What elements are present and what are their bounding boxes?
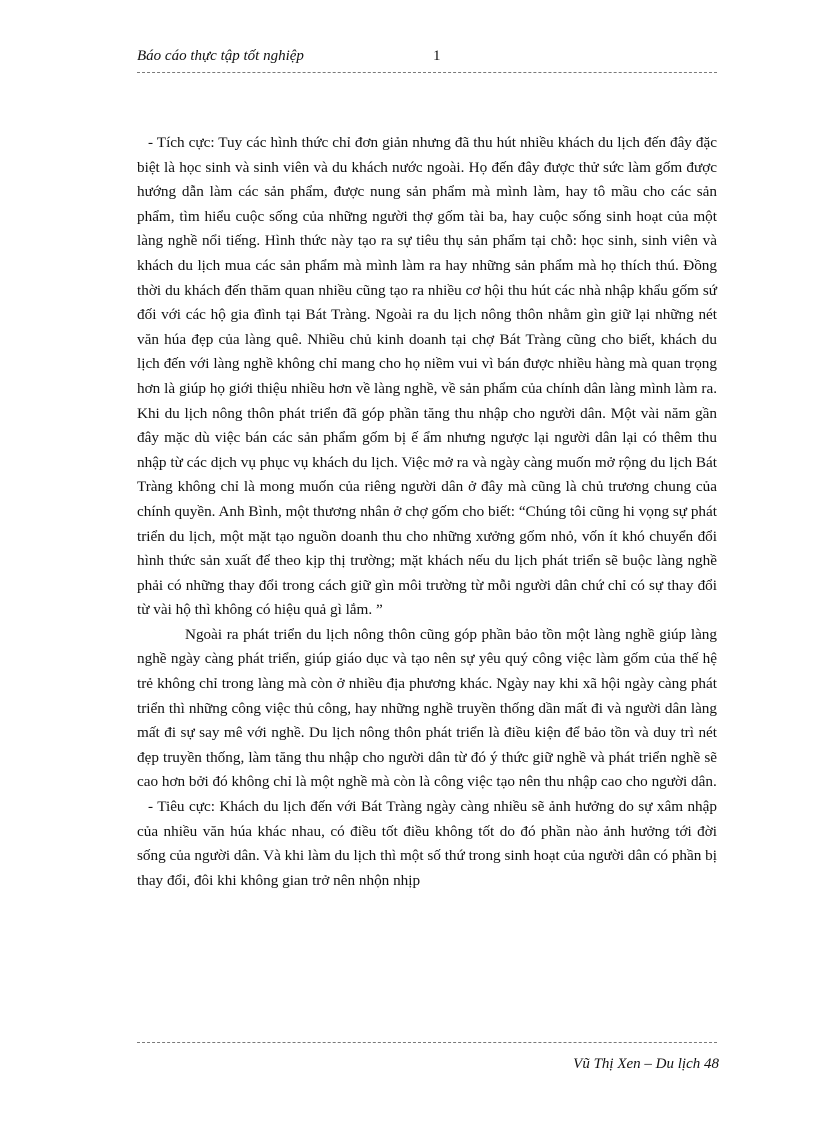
footer-author: Vũ Thị Xen – Du lịch 48 [573, 1056, 719, 1072]
paragraph-negative-impacts: - Tiêu cực: Khách du lịch đến với Bát Tràng ngày càng nhiều sẽ ảnh hưởng do sự xâm nhập của nhiều văn húa khác nhau, có điều tốt điều không tốt do đó phần nào ảnh hưởng tới đời sống của người dân. Và khi làm du lịch thì một số thứ trong sinh hoạt của người dân có phần bị thay đổi, đôi khi không gian trở nên nhộn nhịp [137, 798, 717, 889]
paragraph-positive-impacts: - Tích cực: Tuy các hình thức chỉ đơn giản nhưng đã thu hút nhiều khách du lịch đến đây đặc biệt là học sinh và sinh viên và du khách nước ngoài. Họ đến đây được thử sức làm gốm được hướng dẫn làm các sản phẩm, được nung sản phẩm mà mình làm, hay tô mầu cho các sản phẩm, tìm hiểu cuộc sống của những người thợ gốm tài ba, hay cuộc sống sinh hoạt của một làng nghề nổi tiếng. Hình thức này tạo ra sự tiêu thụ sản phẩm tại chỗ: học sinh, sinh viên và khách du lịch mua các sản phẩm mà mình làm ra hay những sản phẩm mà họ thích thú. Đồng thời du khách đến thăm quan nhiều cũng tạo ra nhiều cơ hội thu hút các nhà nhập khẩu gốm sứ đối với các hộ gia đình tại Bát Tràng. Ngoài ra du lịch nông thôn nhằm gìn giữ lại những nét văn húa đẹp của làng quê. Nhiều chủ kinh doanh tại chợ Bát Tràng cũng cho biết, khách du lịch đến với làng nghề không chỉ mang cho họ niềm vui vì bán được nhiều hàng mà quan trọng hơn là giúp họ giới thiệu nhiều hơn về làng nghề, về sản phẩm của chính dân làng mình làm ra. Khi du lịch nông thôn phát triển đã góp phần tăng thu nhập cho người dân. Một vài năm gần đây mặc dù việc bán các sản phẩm gốm bị ế ẩm nhưng ngược lại người dân lại có thêm thu nhập từ các dịch vụ phục vụ khách du lịch. Việc mở ra và ngày càng muốn mở rộng du lịch Bát Tràng không chỉ là mong muốn của riêng người dân ở đây mà cũng là chủ trương chung của chính quyền. Anh Bình, một thương nhân ở chợ gốm cho biết: “Chúng tôi cũng hi vọng sự phát triển du lịch, một mặt tạo nguồn doanh thu cho những xưởng gốm nhỏ, vốn ít khó chuyển đổi hình thức sản xuất để theo kịp thị trường; mặt khách nếu du lịch phát triển sẽ buộc làng nghề phải có những thay đổi trong cách giữ gìn môi trường từ mỗi người dân chứ chỉ có sự thay đổi từ vài hộ thì không có hiệu quả gì lắm. ” [137, 134, 717, 619]
page-header [137, 48, 717, 70]
report-title: Báo cáo thực tập tốt nghiệp [137, 48, 304, 64]
document-body [137, 131, 717, 893]
page-number: 1 [433, 48, 441, 64]
footer-divider [137, 1042, 717, 1044]
header-divider [137, 72, 717, 74]
paragraph-preservation: Ngoài ra phát triển du lịch nông thôn cũng góp phần bảo tồn một làng nghề giúp làng nghề ngày càng phát triển, giúp giáo dục và tạo nên sự yêu quý công việc làm gốm của thế hệ trẻ không chỉ trong làng mà còn ở nhiều địa phương khác. Ngày nay khi xã hội ngày càng phát triển thì những công việc thủ công, hay những nghề truyền thống dần mất đi và người dân làng mất đi sự say mê với nghề. Du lịch nông thôn phát triển là điều kiện để bảo tồn và duy trì nét đẹp truyền thống, làm tăng thu nhập cho người dân từ đó ý thức giữ nghề và phát triển nghề sẽ cao hơn bởi đó không chỉ là một nghề mà còn là công việc tạo nên thu nhập cao cho người dân. [137, 625, 717, 791]
